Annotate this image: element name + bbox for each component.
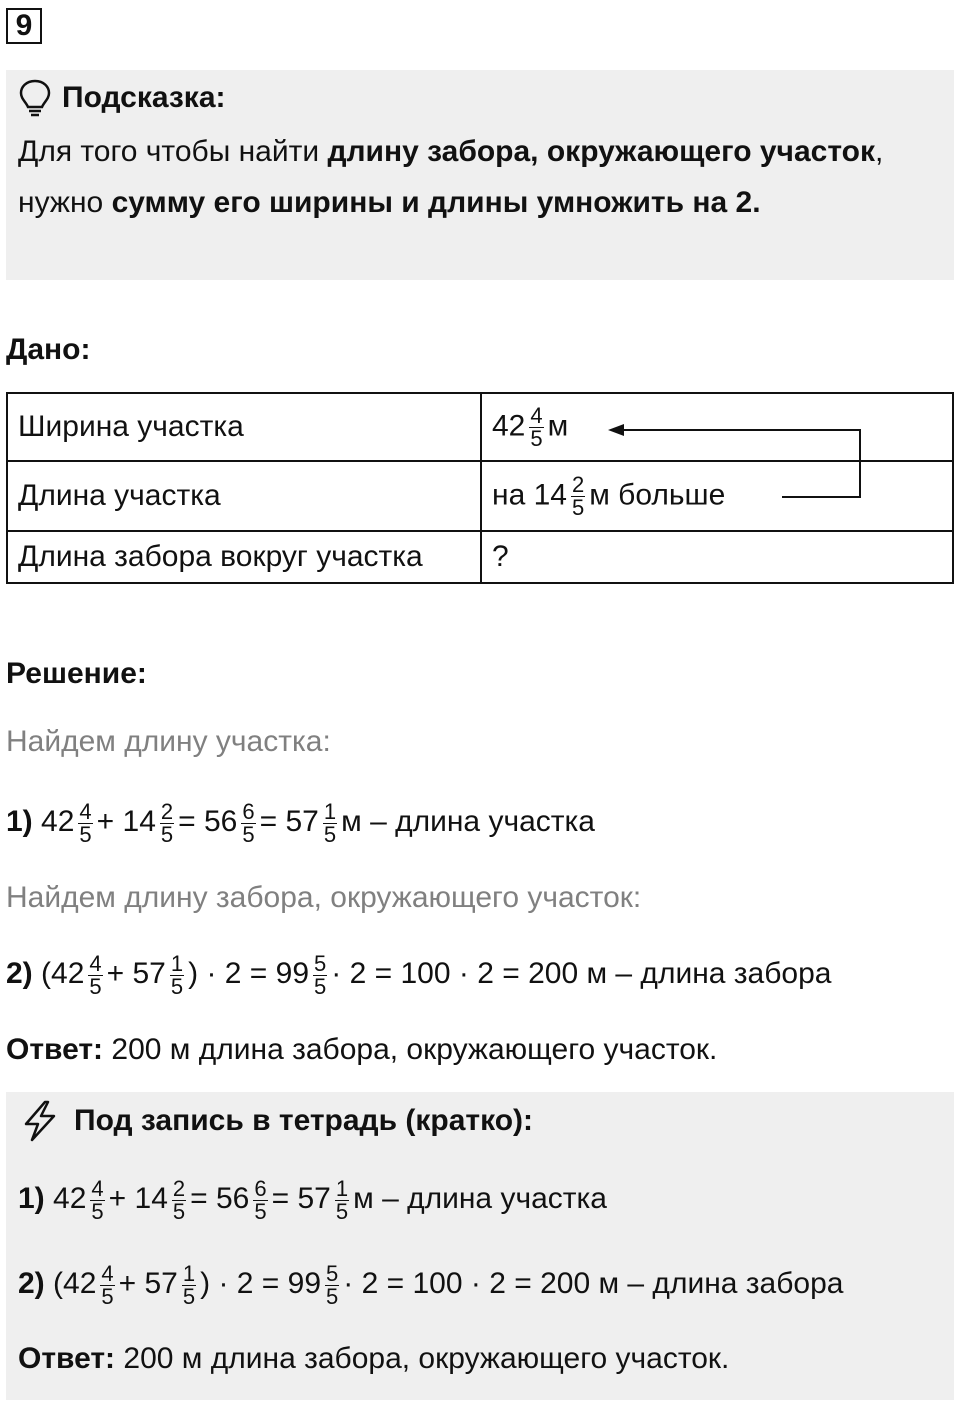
equation-1: 1) 42 $\frac{4}{5}$ + 14 $\frac{2}{5}$ = 56 $\frac{6}{5}$ = 57 $\frac{1}{5}$ м – длина участка [6, 798, 595, 847]
cell-fence-value: ? [481, 531, 953, 583]
lightbulb-icon [16, 78, 54, 118]
step2-hint: Найдем длину забора, окружающего участок: [6, 881, 642, 914]
task-number: 9 [6, 8, 42, 44]
cell-width-label: Ширина участка [7, 393, 481, 461]
step1-hint: Найдем длину участка: [6, 725, 331, 758]
cell-width-value: 42 $\frac{4}{5}$ м [481, 393, 953, 461]
answer: Ответ: 200 м длина забора, окружающего участок. [6, 1033, 718, 1066]
hint-text: Для того чтобы найти длину забора, окружающего участок, нужно сумму его ширины и длины умножить на 2. [18, 135, 884, 219]
relation-arrow-icon [600, 420, 870, 510]
solution-title: Решение: [6, 657, 147, 690]
hint-title: Подсказка: [62, 81, 226, 114]
notes-title: Под запись в тетрадь (кратко): [74, 1104, 534, 1137]
given-title: Дано: [6, 333, 91, 366]
table-row [7, 531, 953, 583]
lightning-icon [18, 1099, 62, 1143]
cell-length-label: Длина участка [7, 461, 481, 531]
notes-equation-2: 2) (42 $\frac{4}{5}$ + 57 $\frac{1}{5}$ ) · 2 = 99 $\frac{5}{5}$ · 2 = 100 · 2 = 200 м – длина забора [18, 1260, 844, 1309]
cell-fence-label: Длина забора вокруг участка [7, 531, 481, 583]
equation-2: 2) (42 $\frac{4}{5}$ + 57 $\frac{1}{5}$ ) · 2 = 99 $\frac{5}{5}$ · 2 = 100 · 2 = 200 м – длина забора [6, 950, 832, 999]
cell-length-value: на 14 $\frac{2}{5}$ м больше [481, 461, 953, 531]
notes-answer: Ответ: 200 м длина забора, окружающего участок. [18, 1342, 730, 1375]
notes-equation-1: 1) 42 $\frac{4}{5}$ + 14 $\frac{2}{5}$ = 56 $\frac{6}{5}$ = 57 $\frac{1}{5}$ м – длина участка [18, 1175, 607, 1224]
